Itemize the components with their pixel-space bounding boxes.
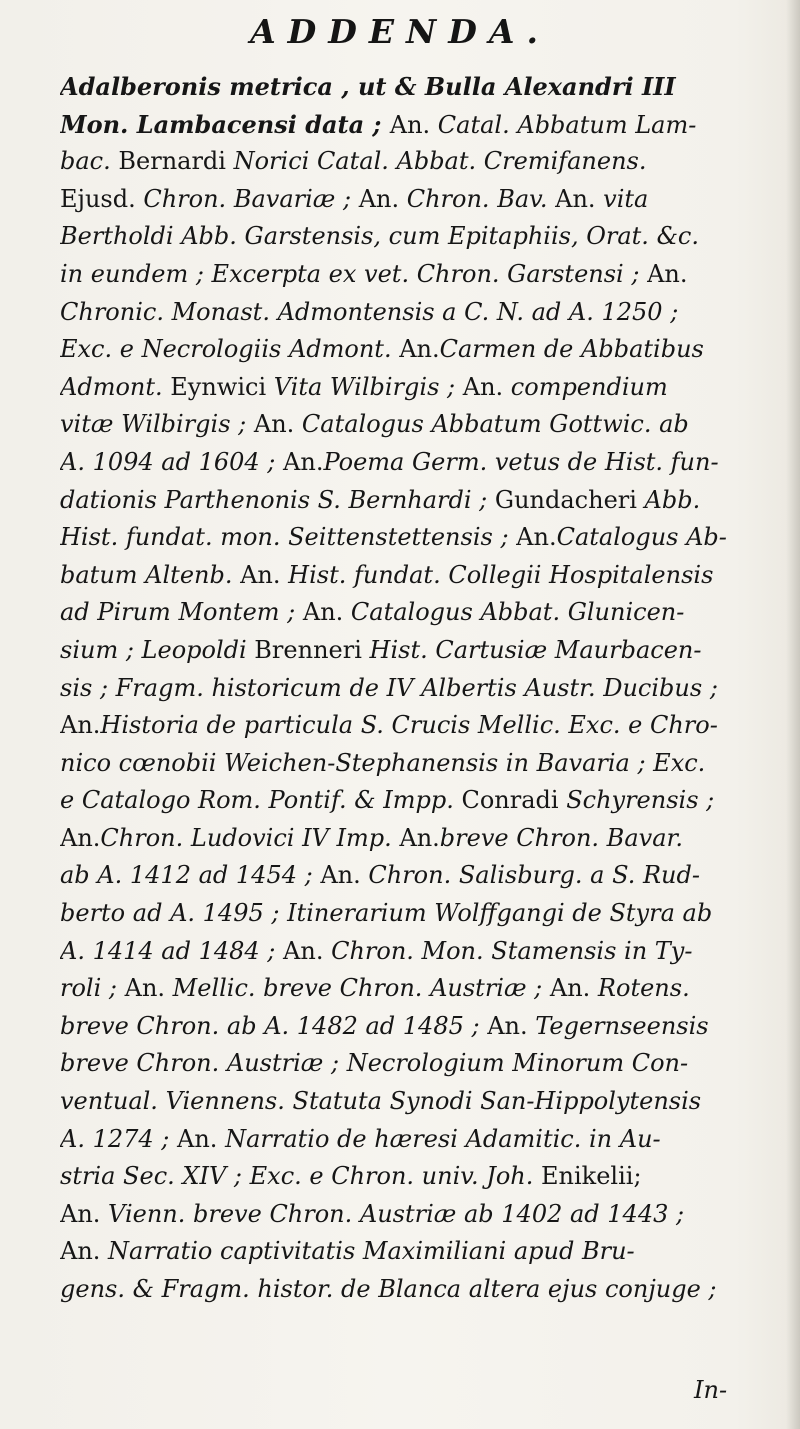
text-line [60, 745, 756, 783]
text-segment: Vita Wilbirgis ; [273, 372, 463, 401]
text-segment: Brenneri [254, 635, 370, 664]
text-line [60, 519, 756, 557]
text-line [60, 1045, 756, 1083]
text-segment: An. [555, 184, 604, 213]
text-line [60, 406, 756, 444]
text-segment: Mon. Lambacensi data ; [60, 109, 390, 139]
text-line [60, 68, 756, 106]
text-line [60, 670, 756, 708]
text-segment: Adalberonis metrica , ut & Bulla Alexandri III [60, 72, 676, 101]
text-segment: ab A. 1412 ad 1454 ; [60, 861, 321, 890]
text-segment: compendium [510, 372, 668, 401]
text-segment: Catalogus Abbatum Gottwic. ab [301, 410, 689, 439]
text-segment: An. [302, 598, 351, 627]
text-segment: Rotens. [597, 974, 690, 1003]
text-segment: An. [283, 936, 332, 965]
text-segment: ad Pirum Montem ; [60, 598, 303, 627]
text-line [60, 557, 756, 595]
text-segment: An. [240, 560, 289, 589]
text-segment: Vienn. breve Chron. Austriæ ab 1402 ad 1443 ; [108, 1199, 685, 1228]
text-segment: Historia de particula S. Crucis Mellic. Exc. e Chro- [100, 711, 718, 740]
text-segment: Exc. e Necrologiis Admont. [60, 335, 400, 364]
text-segment: vita [603, 184, 649, 213]
text-line [60, 782, 756, 820]
text-segment: Bertholdi Abb. Garstensis, cum Epitaphiis, Orat. &c. [60, 222, 699, 251]
text-segment: Eynwici [170, 372, 274, 401]
text-line [60, 106, 756, 144]
text-line [60, 181, 756, 219]
text-segment: sis ; Fragm. historicum de IV Albertis Austr. Ducibus ; [60, 673, 718, 702]
text-segment: An. [124, 974, 173, 1003]
text-line [60, 444, 756, 482]
text-segment: An. [283, 447, 324, 476]
text-segment: A. 1274 ; [60, 1124, 178, 1153]
text-segment: vitæ Wilbirgis ; [60, 410, 254, 439]
text-segment: Narratio captivitatis Maximiliani apud Bru- [108, 1237, 635, 1266]
text-segment: An. [389, 110, 438, 139]
text-line [60, 820, 756, 858]
text-segment: Chron. Ludovici IV Imp. [100, 823, 400, 852]
text-segment: sium ; Leopoldi [60, 635, 255, 664]
text-line [60, 369, 756, 407]
text-segment: An. [516, 523, 557, 552]
text-line [60, 594, 756, 632]
text-segment: Ejusd. [60, 184, 144, 213]
text-line [60, 143, 756, 181]
text-segment: Abb. [644, 485, 701, 514]
text-segment: breve Chron. Bavar. [439, 823, 683, 852]
text-segment: dationis Parthenonis S. Bernhardi ; [60, 485, 495, 514]
body-text [60, 68, 756, 1309]
text-segment: An. [358, 184, 407, 213]
text-line [60, 632, 756, 670]
text-line [60, 331, 756, 369]
text-segment: Gundacheri [494, 485, 645, 514]
text-line [60, 895, 756, 933]
text-segment: Narratio de hæresi Adamitic. in Au- [225, 1124, 661, 1153]
text-segment: An. [177, 1124, 226, 1153]
text-segment: Bernardi [118, 147, 234, 176]
text-segment: Hist. fundat. Collegii Hospitalensis [288, 560, 714, 589]
text-segment: A. 1094 ad 1604 ; [60, 447, 284, 476]
text-segment: Mellic. breve Chron. Austriæ ; [172, 974, 550, 1003]
text-segment: breve Chron. ab A. 1482 ad 1485 ; [60, 1011, 488, 1040]
text-line [60, 294, 756, 332]
text-segment: Chronic. Monast. Admontensis a C. N. ad A. 1250 ; [60, 297, 679, 326]
text-segment: An. [399, 335, 440, 364]
text-segment: berto ad A. 1495 ; Itinerarium Wolffgangi de Styra ab [60, 899, 713, 928]
text-line [60, 707, 756, 745]
text-segment: Chron. Mon. Stamensis in Ty- [331, 936, 693, 965]
text-segment: Catalogus Abbat. Glunicen- [350, 598, 685, 627]
text-line [60, 1008, 756, 1046]
text-segment: An. [320, 861, 369, 890]
text-segment: Chron. Bav. [406, 184, 556, 213]
text-segment: Chron. Salisburg. a S. Rud- [368, 861, 700, 890]
text-segment: Catal. Abbatum Lam- [437, 110, 697, 139]
page-edge-shadow [786, 0, 800, 1429]
running-head: ADDENDA. [250, 12, 550, 51]
text-segment: roli ; [60, 974, 125, 1003]
text-segment: Carmen de Abbatibus [439, 335, 704, 364]
text-line [60, 933, 756, 971]
text-segment: Hist. Cartusiæ Maurbacen- [369, 635, 702, 664]
text-line [60, 1271, 756, 1309]
catchword: In- [694, 1376, 728, 1404]
text-line [60, 1196, 756, 1234]
text-segment: Tegernseensis [535, 1011, 709, 1040]
text-segment: stria Sec. XIV ; Exc. e Chron. univ. Joh. [60, 1162, 542, 1191]
text-segment: bac. [60, 147, 119, 176]
text-segment: An. [60, 1199, 109, 1228]
text-segment: Admont. [60, 372, 171, 401]
text-segment: Poema Germ. vetus de Hist. fun- [323, 447, 719, 476]
text-segment: Hist. fundat. mon. Seittenstettensis ; [60, 523, 517, 552]
text-segment: An. [253, 410, 302, 439]
text-segment: breve Chron. Austriæ ; Necrologium Minorum Con- [60, 1049, 689, 1078]
text-line [60, 1233, 756, 1271]
text-segment: An. [399, 823, 440, 852]
text-line [60, 1158, 756, 1196]
text-segment: A. 1414 ad 1484 ; [60, 936, 284, 965]
text-segment: batum Altenb. [60, 560, 241, 589]
text-segment: Schyrensis ; [566, 786, 715, 815]
text-segment: gens. & Fragm. histor. de Blanca altera ejus conjuge ; [60, 1275, 717, 1303]
text-segment: An. [549, 974, 598, 1003]
text-segment: Catalogus Ab- [556, 523, 727, 552]
text-segment: e Catalogo Rom. Pontif. & Impp. [60, 786, 462, 815]
text-line [60, 482, 756, 520]
text-line [60, 256, 756, 294]
text-line [60, 857, 756, 895]
text-line [60, 970, 756, 1008]
text-line [60, 1083, 756, 1121]
text-line [60, 218, 756, 256]
text-segment: Conradi [461, 786, 567, 815]
text-segment: nico cœnobii Weichen-Stephanensis in Bavaria ; Exc. [60, 748, 706, 777]
text-segment: Norici Catal. Abbat. Cremifanens. [233, 147, 647, 176]
text-line [60, 1121, 756, 1159]
text-segment: An. [462, 372, 511, 401]
text-segment: ventual. Viennens. Statuta Synodi San-Hippolytensis [60, 1087, 702, 1116]
text-segment: An. [60, 823, 101, 852]
text-segment: An. [487, 1011, 536, 1040]
text-segment: An. [60, 1237, 109, 1266]
text-segment: An. [647, 259, 688, 288]
text-segment: An. [60, 711, 101, 740]
text-segment: Chron. Bavariæ ; [143, 184, 359, 213]
text-segment: Enikelii; [541, 1162, 642, 1191]
text-segment: in eundem ; Excerpta ex vet. Chron. Garstensi ; [60, 259, 648, 288]
